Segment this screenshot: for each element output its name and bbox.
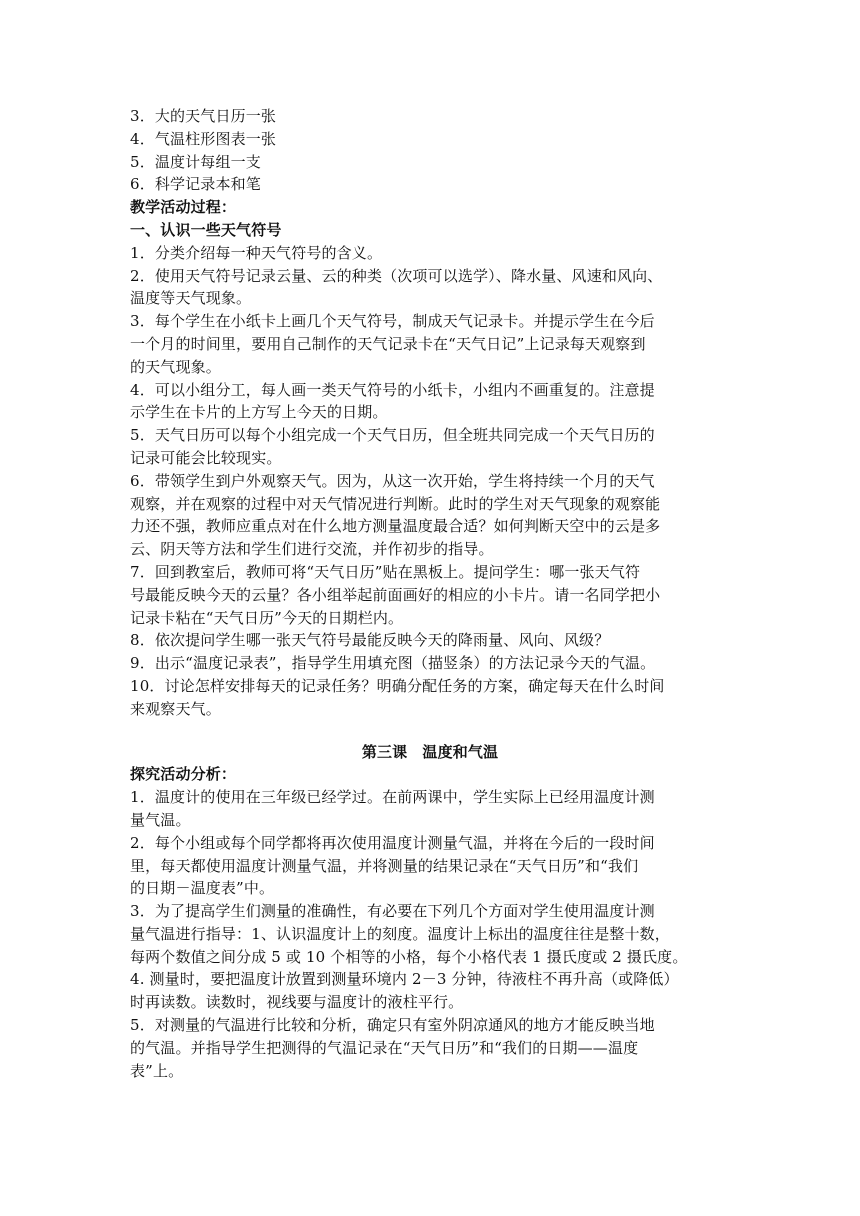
text-line: 的天气现象。: [130, 357, 221, 376]
section1-body: [130, 242, 730, 721]
text-line: 的气温。并指导学生把测得的气温记录在“天气日历”和“我们的日期——温度: [130, 1038, 639, 1057]
section1-heading: 一、认识一些天气符号: [130, 220, 282, 239]
text-line: 号最能反映今天的云量？各小组举起前面画好的相应的小卡片。请一名同学把小: [130, 585, 661, 604]
text-line: 云、阴天等方法和学生们进行交流，并作初步的指导。: [130, 540, 494, 559]
text-line: 9．出示“温度记录表”，指导学生用填充图（描竖条）的方法记录今天的气温。: [130, 654, 656, 673]
process-heading: 教学活动过程：: [130, 198, 237, 217]
analysis-heading: 探究活动分析：: [130, 765, 237, 784]
text-line: 10．讨论怎样安排每天的记录任务？明确分配任务的方案，确定每天在什么时间: [130, 676, 665, 695]
text-line: 7．回到教室后，教师可将“天气日历”贴在黑板上。提问学生：哪一张天气符: [130, 562, 641, 581]
text-line: 力还不强，教师应重点对在什么地方测量温度最合适？如何判断天空中的云是多: [130, 517, 661, 536]
text-line: 6．带领学生到户外观察天气。因为，从这一次开始，学生将持续一个月的天气: [130, 471, 655, 490]
text-line: 2．每个小组或每个同学都将再次使用温度计测量气温，并将在今后的一段时间: [130, 833, 655, 852]
text-line: 的日期－温度表”中。: [130, 879, 275, 898]
text-line: 量气温。: [130, 810, 191, 829]
materials-list: [130, 105, 730, 196]
material-item: 5．温度计每组一支: [130, 152, 261, 171]
text-line: 8．依次提问学生哪一张天气符号最能反映今天的降雨量、风向、风级？: [130, 631, 610, 650]
text-line: 3．为了提高学生们测量的准确性，有必要在下列几个方面对学生使用温度计测: [130, 902, 655, 921]
text-line: 2．使用天气符号记录云量、云的种类（次项可以选学）、降水量、风速和风向、: [130, 266, 663, 285]
text-line: 记录可能会比较现实。: [130, 448, 282, 467]
text-line: 1．温度计的使用在三年级已经学过。在前两课中，学生实际上已经用温度计测: [130, 788, 655, 807]
text-line: 4. 测量时，要把温度计放置到测量环境内 2－3 分钟，待液柱不再升高（或降低）: [130, 970, 679, 989]
text-line: 观察，并在观察的过程中对天气情况进行判断。此时的学生对天气现象的观察能: [130, 494, 661, 513]
paragraph-gap: [130, 721, 730, 741]
text-line: 量气温进行指导：1、认识温度计上的刻度。温度计上标出的温度往往是整十数，: [130, 924, 670, 943]
text-line: 每两个数值之间分成 5 或 10 个相等的小格，每个小格代表 1 摄氏度或 2 摄氏度。: [130, 947, 688, 966]
material-item: 3．大的天气日历一张: [130, 107, 277, 125]
text-line: 4．可以小组分工，每人画一类天气符号的小纸卡，小组内不画重复的。注意提: [130, 380, 655, 399]
analysis-body: [130, 786, 730, 1082]
text-line: 温度等天气现象。: [130, 289, 252, 308]
lesson-title: 第三课 温度和气温: [361, 742, 499, 761]
text-line: 一个月的时间里，要用自己制作的天气记录卡在“天气日记”上记录每天观察到: [130, 334, 646, 353]
text-line: 来观察天气。: [130, 699, 221, 718]
text-line: 记录卡粘在“天气日历”今天的日期栏内。: [130, 608, 404, 627]
text-line: 3．每个学生在小纸卡上画几个天气符号，制成天气记录卡。并提示学生在今后: [130, 312, 655, 331]
text-line: 5．对测量的气温进行比较和分析，确定只有室外阴凉通风的地方才能反映当地: [130, 1016, 655, 1035]
text-line: 1．分类介绍每一种天气符号的含义。: [130, 243, 383, 262]
document-page: [130, 105, 730, 1082]
material-item: 6．科学记录本和笔: [130, 175, 261, 194]
text-line: 5．天气日历可以每个小组完成一个天气日历，但全班共同完成一个天气日历的: [130, 426, 655, 445]
text-line: 示学生在卡片的上方写上今天的日期。: [130, 403, 388, 422]
material-item: 4．气温柱形图表一张: [130, 129, 277, 148]
text-line: 表”上。: [130, 1061, 184, 1080]
text-line: 时再读数。读数时，视线要与温度计的液柱平行。: [130, 993, 464, 1012]
text-line: 里，每天都使用温度计测量气温，并将测量的结果记录在“天气日历”和“我们: [130, 856, 639, 875]
